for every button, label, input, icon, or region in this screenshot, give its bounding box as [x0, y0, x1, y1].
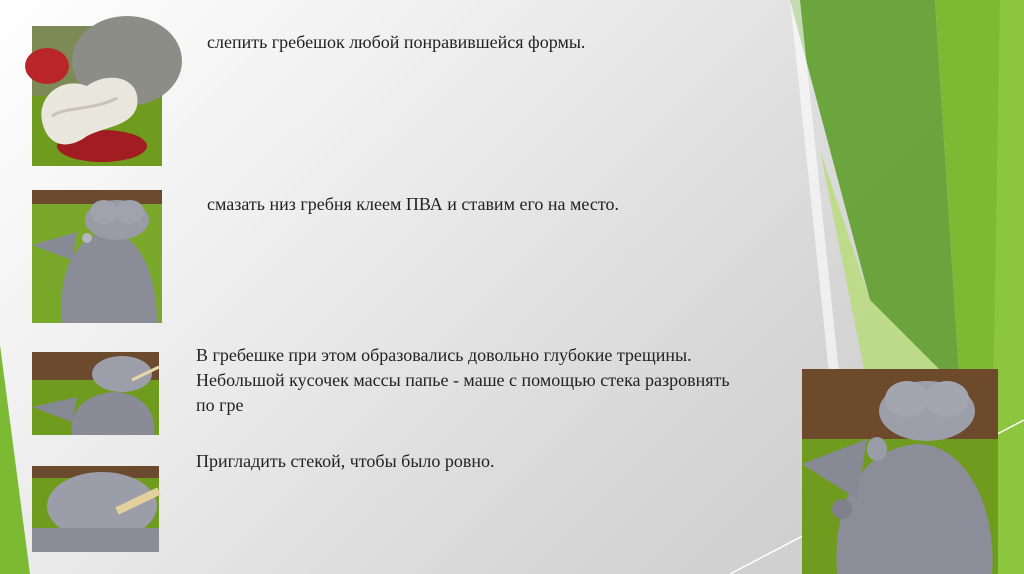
step-caption-2: смазать низ гребня клеем ПВА и ставим его на место.	[207, 194, 619, 214]
step-caption-1: слепить гребешок любой понравившейся формы.	[207, 32, 586, 52]
step-caption-4: Пригладить стекой, чтобы было ровно.	[196, 451, 495, 471]
crest-attached-photo	[32, 190, 162, 323]
deco-green-corner-left	[0, 345, 30, 574]
crest-smoothing-photo	[32, 466, 159, 552]
finished-figure-photo	[802, 369, 998, 574]
crest-shaping-photo	[32, 26, 162, 166]
crest-cracks-photo	[32, 352, 159, 435]
step-caption-3: В гребешке при этом образовались довольно глубокие трещины. Небольшой кусочек массы папье - маше с помощью стека разровнять по гре	[196, 345, 730, 415]
